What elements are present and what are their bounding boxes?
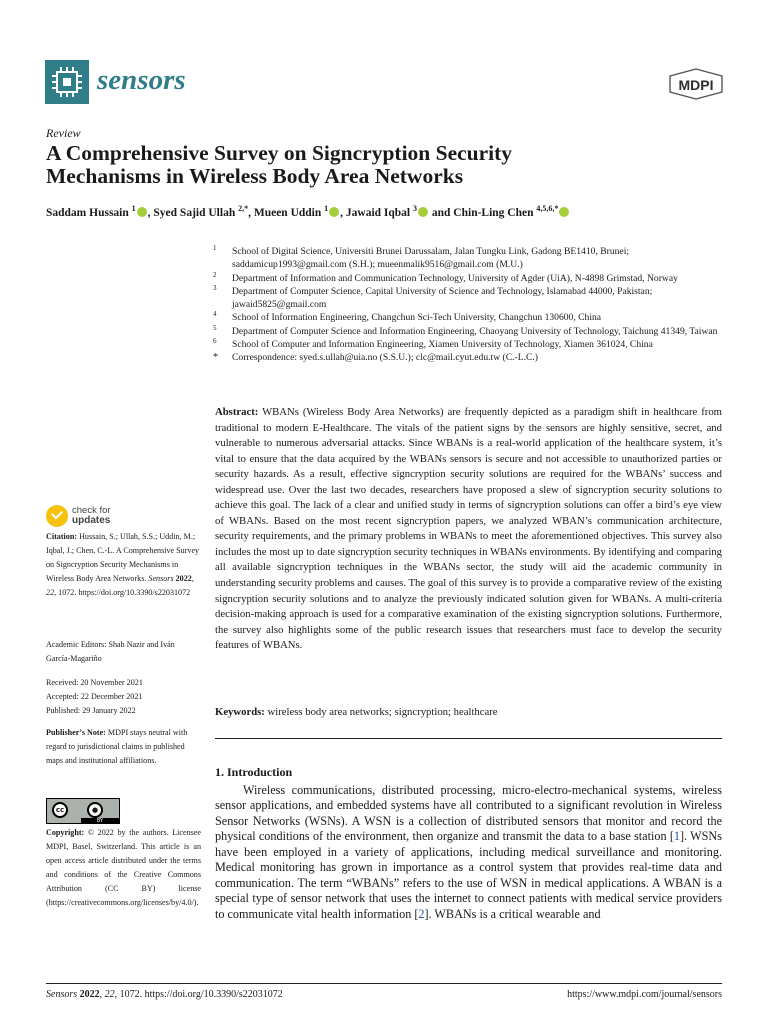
keywords-text: wireless body area networks; signcryption; healthcare <box>267 706 498 718</box>
abstract-label: Abstract: <box>215 406 259 418</box>
affiliation-item: 1 School of Digital Science, Universiti Brunei Darussalam, Jalan Tungku Link, Gadong BE1410, Brunei; saddamicup1993@gmail.com (S.H.); mueenmalik9516@gmail.com (M.U.) <box>213 244 630 271</box>
affiliation-item: 5 Department of Computer Science and Information Engineering, Chaoyang University of Technology, Taichung 41349, Taiwan <box>213 323 718 337</box>
citation-block: Citation: Hussain, S.; Ullah, S.S.; Uddin, M.; Iqbal, J.; Chen, C.-L. A Comprehensive Survey on Signcryption Security Mechanisms in Wireless Body Area Networks. Sensors 2022, 22, 1072. https://doi.org/10.3390/s22031072 <box>46 532 200 598</box>
author-list: Saddam Hussain $^1$ , Syed Sajid Ullah $^{2,*}$, Mueen Uddin $^1$ , Jawaid Iqbal $^3$ and Chin-Ling Chen $^{4,5,6,*}$ <box>46 204 736 219</box>
orcid-icon[interactable] <box>559 207 569 217</box>
author-affiliation-mark: 3 <box>413 204 417 213</box>
abstract-text: WBANs (Wireless Body Area Networks) are frequently depicted as a paradigm shift in healthcare from traditional to modern E-Healthcare. The vitals of the patient signs by the sensors are highly sensitive, secret, and vulnerable to numerous adversarial attacks. Since WBANs is a real-world application of the healthcare system, it’s vital to ensure that the data acquired by the WBANs sensors is secure and not accessible to unauthorized parties or security hazards. As a result, effective signcryption security solutions are required for the WBANs’ success and widespread use. Over the last two decades, researchers have proposed a slew of signcryption security solutions to achieve this goal. The lack of a clear and unified study in terms of signcryption solutions can offer a bird’s eye view of WBANs. Based on the most recent signcryption papers, we analyzed WBAN’s communication architecture, security requirements, and the primary problems in WBANs to meet the aforementioned objectives. This survey also includes the most up to date signcryption security techniques in WBANs environments. By identifying and comparing all available signcryption techniques in the WBANs sector, the study will aid the academic community in understanding security problems and causes. The goal of this survey is to provide a comparative review of the existing signcryption security solutions and to analyze the previously indicated solution given for WBANs. A multi-criteria decision-making approach is used for a comparative examination of the existing signcryption solutions. Furthermore, the survey also highlights some of the public research issues that researchers must face to develop the security features of WBANs. <box>215 406 722 652</box>
orcid-icon[interactable] <box>137 207 147 217</box>
article-type: Review <box>46 126 81 140</box>
reference-link[interactable]: 1 <box>673 829 680 844</box>
title-line-1: A Comprehensive Survey on Signcryption Security <box>46 141 513 165</box>
affiliation-item: 4 School of Information Engineering, Changchun Sci-Tech University, Changchun 130600, China <box>213 310 602 324</box>
publisher-name: MDPI <box>678 77 714 93</box>
journal-header <box>45 60 723 106</box>
author-name[interactable]: Syed Sajid Ullah <box>153 206 236 219</box>
cc-icon: cc <box>52 802 68 818</box>
by-label: BY <box>81 818 119 824</box>
journal-url-link[interactable]: https://www.mdpi.com/journal/sensors <box>567 989 722 1000</box>
publisher-note: Publisher’s Note: MDPI stays neutral with regard to jurisdictional claims in published maps and institutional affiliations. <box>46 728 188 766</box>
author-name[interactable]: Chin-Ling Chen <box>453 206 534 219</box>
correspondence-item: * Correspondence: syed.s.ullah@uia.no (S.S.U.); clc@mail.cyut.edu.tw (C.-L.C.) <box>213 352 538 364</box>
person-icon: ● <box>87 802 103 818</box>
author-name[interactable]: Jawaid Iqbal <box>345 206 411 219</box>
orcid-icon[interactable] <box>329 207 339 217</box>
publisher-logo <box>669 68 723 100</box>
keywords <box>215 706 722 718</box>
author-affiliation-mark: 1 <box>131 204 136 213</box>
accepted-date: Accepted: 22 December 2021 <box>46 692 143 702</box>
author-name[interactable]: Saddam Hussain <box>46 206 129 219</box>
abstract <box>215 405 722 654</box>
footer-citation: Sensors 2022, 22, 1072. https://doi.org/10.3390/s22031072 <box>46 989 283 1000</box>
chip-icon <box>45 60 89 104</box>
cc-by-license-icon[interactable] <box>46 798 120 824</box>
affiliation-item: 2 Department of Information and Communication Technology, University of Agder (UiA), N-4898 Grimstad, Norway <box>213 270 678 284</box>
published-date: Published: 29 January 2022 <box>46 706 136 716</box>
title-line-2: Mechanisms in Wireless Body Area Networks <box>46 164 464 188</box>
affiliation-item: 3 Department of Computer Science, Capital University of Science and Technology, Islamabad 44000, Pakistan; jawaid5825@gmail.com <box>213 283 653 311</box>
author-affiliation-mark: 1 <box>324 204 329 213</box>
introduction-paragraph: Wireless communications, distributed processing, micro-electro-mechanical systems, wireless sensor applications, and embedded systems have all contributed to a significant revolution in Wireless Sensor Networks (WSNs). A WSN is a collection of distributed sensors that monitor and record the physical conditions of the environment, then organize and transmit the data to a base station [1]. WSNs have been employed in a variety of applications, including medical surveillance and monitoring. Medical monitoring has grown in importance as a control system that provides real-time data and communication. The term “WBANs” refers to the use of WSN in medical applications. A WBAN is a special type of sensor network that uses the internet to connect patients with medical service providers to communicate vital health information [2]. WBANs is a critical wearable and <box>215 783 722 921</box>
publication-dates <box>46 676 201 718</box>
copyright-notice: Copyright: © 2022 by the authors. Licensee MDPI, Basel, Switzerland. This article is an open access article distributed under the terms and conditions of the Creative Commons Attribution (CC BY) license (https://creativecommons.org/licenses/by/4.0/). <box>46 828 201 908</box>
doi-link[interactable]: , 1072. https://doi.org/10.3390/s22031072 <box>54 588 191 598</box>
reference-link[interactable]: 2 <box>418 906 425 921</box>
affiliation-list <box>213 245 725 365</box>
footer-doi-link[interactable]: , 1072. https://doi.org/10.3390/s22031072 <box>114 989 283 1000</box>
section-divider <box>215 738 722 739</box>
check-for-updates-button[interactable]: check for updates <box>46 505 166 529</box>
section-heading: 1. Introduction <box>215 765 293 779</box>
footer-divider <box>46 983 722 984</box>
academic-editors: Academic Editors: Shah Nazir and Iván García-Magariño <box>46 640 175 664</box>
journal-name: sensors <box>97 64 186 96</box>
orcid-icon[interactable] <box>418 207 428 217</box>
received-date: Received: 20 November 2021 <box>46 678 143 687</box>
author-affiliation-mark: 2,* <box>238 204 249 213</box>
affiliation-item: 6 School of Computer and Information Engineering, Xiamen University of Technology, Xiamen 361024, China <box>213 337 653 351</box>
author-affiliation-mark: 4,5,6,* <box>536 204 559 213</box>
check-updates-icon <box>46 505 68 527</box>
author-name[interactable]: Mueen Uddin <box>253 206 322 219</box>
paper-title <box>46 142 726 188</box>
keywords-label: Keywords: <box>215 706 265 718</box>
